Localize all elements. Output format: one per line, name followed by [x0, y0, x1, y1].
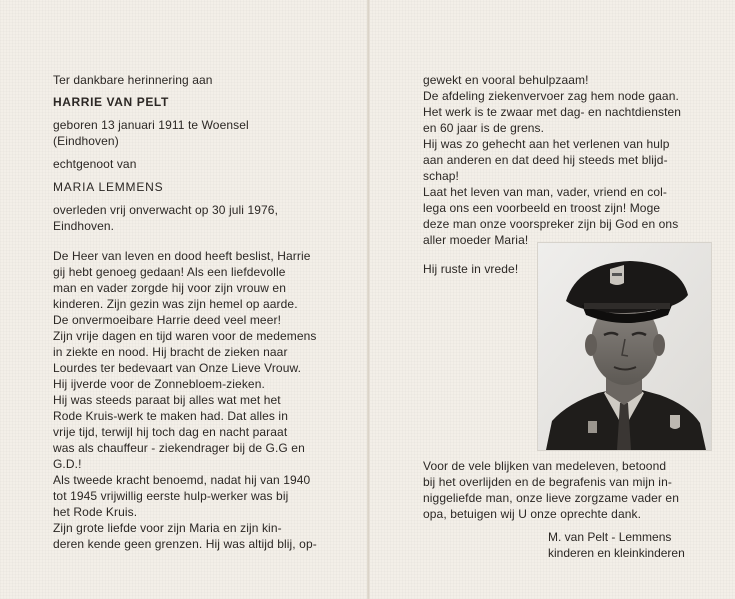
right-page [370, 0, 735, 599]
spouse-intro-line: echtgenoot van [53, 157, 137, 171]
body-line: lega ons een voorbeeld en troost zijn! Moge [423, 201, 661, 215]
body-line: aan anderen en dat deed hij steeds met blijd- [423, 153, 668, 167]
birth-line: geboren 13 januari 1911 te Woensel [53, 118, 249, 132]
body-line: De Heer van leven en dood heeft beslist, Harrie [53, 249, 311, 263]
body-line: Het werk is te zwaar met dag- en nachtdiensten [423, 105, 682, 119]
spouse-name: MARIA LEMMENS [53, 180, 164, 194]
portrait-photo-icon [537, 242, 712, 451]
body-line: kinderen. Zijn gezin was zijn hemel op aarde. [53, 297, 298, 311]
signature-name: M. van Pelt - Lemmens [548, 530, 672, 544]
body-line: Hij ijverde voor de Zonnebloem-zieken. [53, 377, 265, 391]
thanks-line: Voor de vele blijken van medeleven, betoond [423, 459, 667, 473]
signature-family: kinderen en kleinkinderen [548, 546, 685, 560]
body-line: man en vader zorgde hij voor zijn vrouw en [53, 281, 286, 295]
dedication-line: Ter dankbare herinnering aan [53, 73, 213, 87]
left-page [0, 0, 367, 599]
body-line: aller moeder Maria! [423, 233, 529, 247]
body-line: Lourdes ter bedevaart van Onze Lieve Vrouw. [53, 361, 302, 375]
thanks-line: niggeliefde man, onze lieve zorgzame vader en [423, 491, 679, 505]
body-line: G.D.! [53, 457, 82, 471]
body-line: Hij was steeds paraat bij alles wat met het [53, 393, 281, 407]
body-line: De afdeling ziekenvervoer zag hem node gaan. [423, 89, 679, 103]
rest-in-peace-line: Hij ruste in vrede! [423, 262, 519, 276]
thanks-line: bij het overlijden en de begrafenis van mijn in- [423, 475, 672, 489]
body-line: Als tweede kracht benoemd, nadat hij van 1940 [53, 473, 311, 487]
body-line: gewekt en vooral behulpzaam! [423, 73, 589, 87]
body-line: Zijn vrije dagen en tijd waren voor de medemens [53, 329, 317, 343]
death-line: overleden vrij onverwacht op 30 juli 1976, [53, 203, 278, 217]
death-place-line: Eindhoven. [53, 219, 115, 233]
body-line: in ziekte en nood. Hij bracht de zieken naar [53, 345, 288, 359]
birth-place-line: (Eindhoven) [53, 134, 119, 148]
body-line: deren kende geen grenzen. Hij was altijd blij, op- [53, 537, 317, 551]
body-line: tot 1945 vrijwillig eerste hulp-werker was bij [53, 489, 289, 503]
body-line: was als chauffeur - ziekendrager bij de G.G en [53, 441, 305, 455]
body-line: deze man onze voorspreker zijn bij God en ons [423, 217, 679, 231]
body-line: gij hebt genoeg gedaan! Als een liefdevolle [53, 265, 286, 279]
body-line: schap! [423, 169, 459, 183]
deceased-name: HARRIE VAN PELT [53, 95, 169, 109]
portrait-photo-svg [538, 243, 711, 450]
body-line: Laat het leven van man, vader, vriend en col- [423, 185, 667, 199]
body-line: Hij was zo gehecht aan het verlenen van hulp [423, 137, 670, 151]
thanks-line: opa, betuigen wij U onze oprechte dank. [423, 507, 642, 521]
body-line: en 60 jaar is de grens. [423, 121, 545, 135]
body-line: De onvermoeibare Harrie deed veel meer! [53, 313, 282, 327]
body-line: Rode Kruis-werk te maken had. Dat alles in [53, 409, 288, 423]
body-line: het Rode Kruis. [53, 505, 138, 519]
body-line: vrije tijd, terwijl hij toch dag en nacht paraat [53, 425, 288, 439]
body-line: Zijn grote liefde voor zijn Maria en zijn kin- [53, 521, 282, 535]
